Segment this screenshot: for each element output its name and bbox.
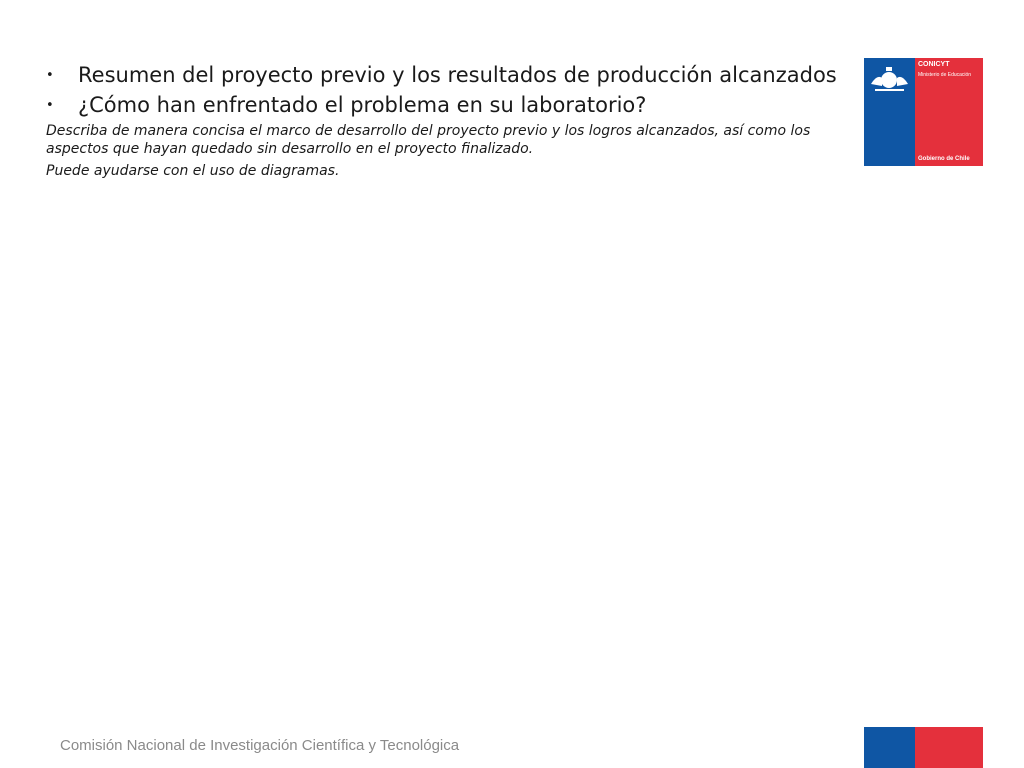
- logo-brand: CONICYT: [918, 61, 950, 68]
- logo-government: Gobierno de Chile: [918, 156, 970, 162]
- bullet-glyph: •: [46, 68, 54, 83]
- bullet-text: Resumen del proyecto previo y los resultados de producción alcanzados: [78, 63, 837, 87]
- conicyt-logo: [864, 58, 983, 166]
- bullet-text: ¿Cómo han enfrentado el problema en su laboratorio?: [78, 93, 647, 117]
- footer-flag-bar: [864, 727, 983, 768]
- bullet-item: [46, 92, 846, 119]
- slide-content: [46, 62, 846, 184]
- bullet-item: [46, 62, 846, 89]
- footer-blue-block: [864, 727, 915, 768]
- logo-red-panel: [915, 58, 983, 166]
- instruction-text: Describa de manera concisa el marco de desarrollo del proyecto previo y los logros alcanzados, así como los aspectos que hayan quedado sin desarrollo en el proyecto finalizado.: [46, 123, 811, 157]
- footer-red-block: [915, 727, 983, 768]
- bullet-glyph: •: [46, 98, 54, 113]
- logo-ministry: Ministerio de Educación: [918, 72, 972, 78]
- coat-of-arms-icon: [867, 64, 912, 94]
- logo-blue-panel: [864, 58, 915, 166]
- instruction-text: Puede ayudarse con el uso de diagramas.: [46, 163, 340, 179]
- footer-text: Comisión Nacional de Investigación Científica y Tecnológica: [60, 737, 460, 754]
